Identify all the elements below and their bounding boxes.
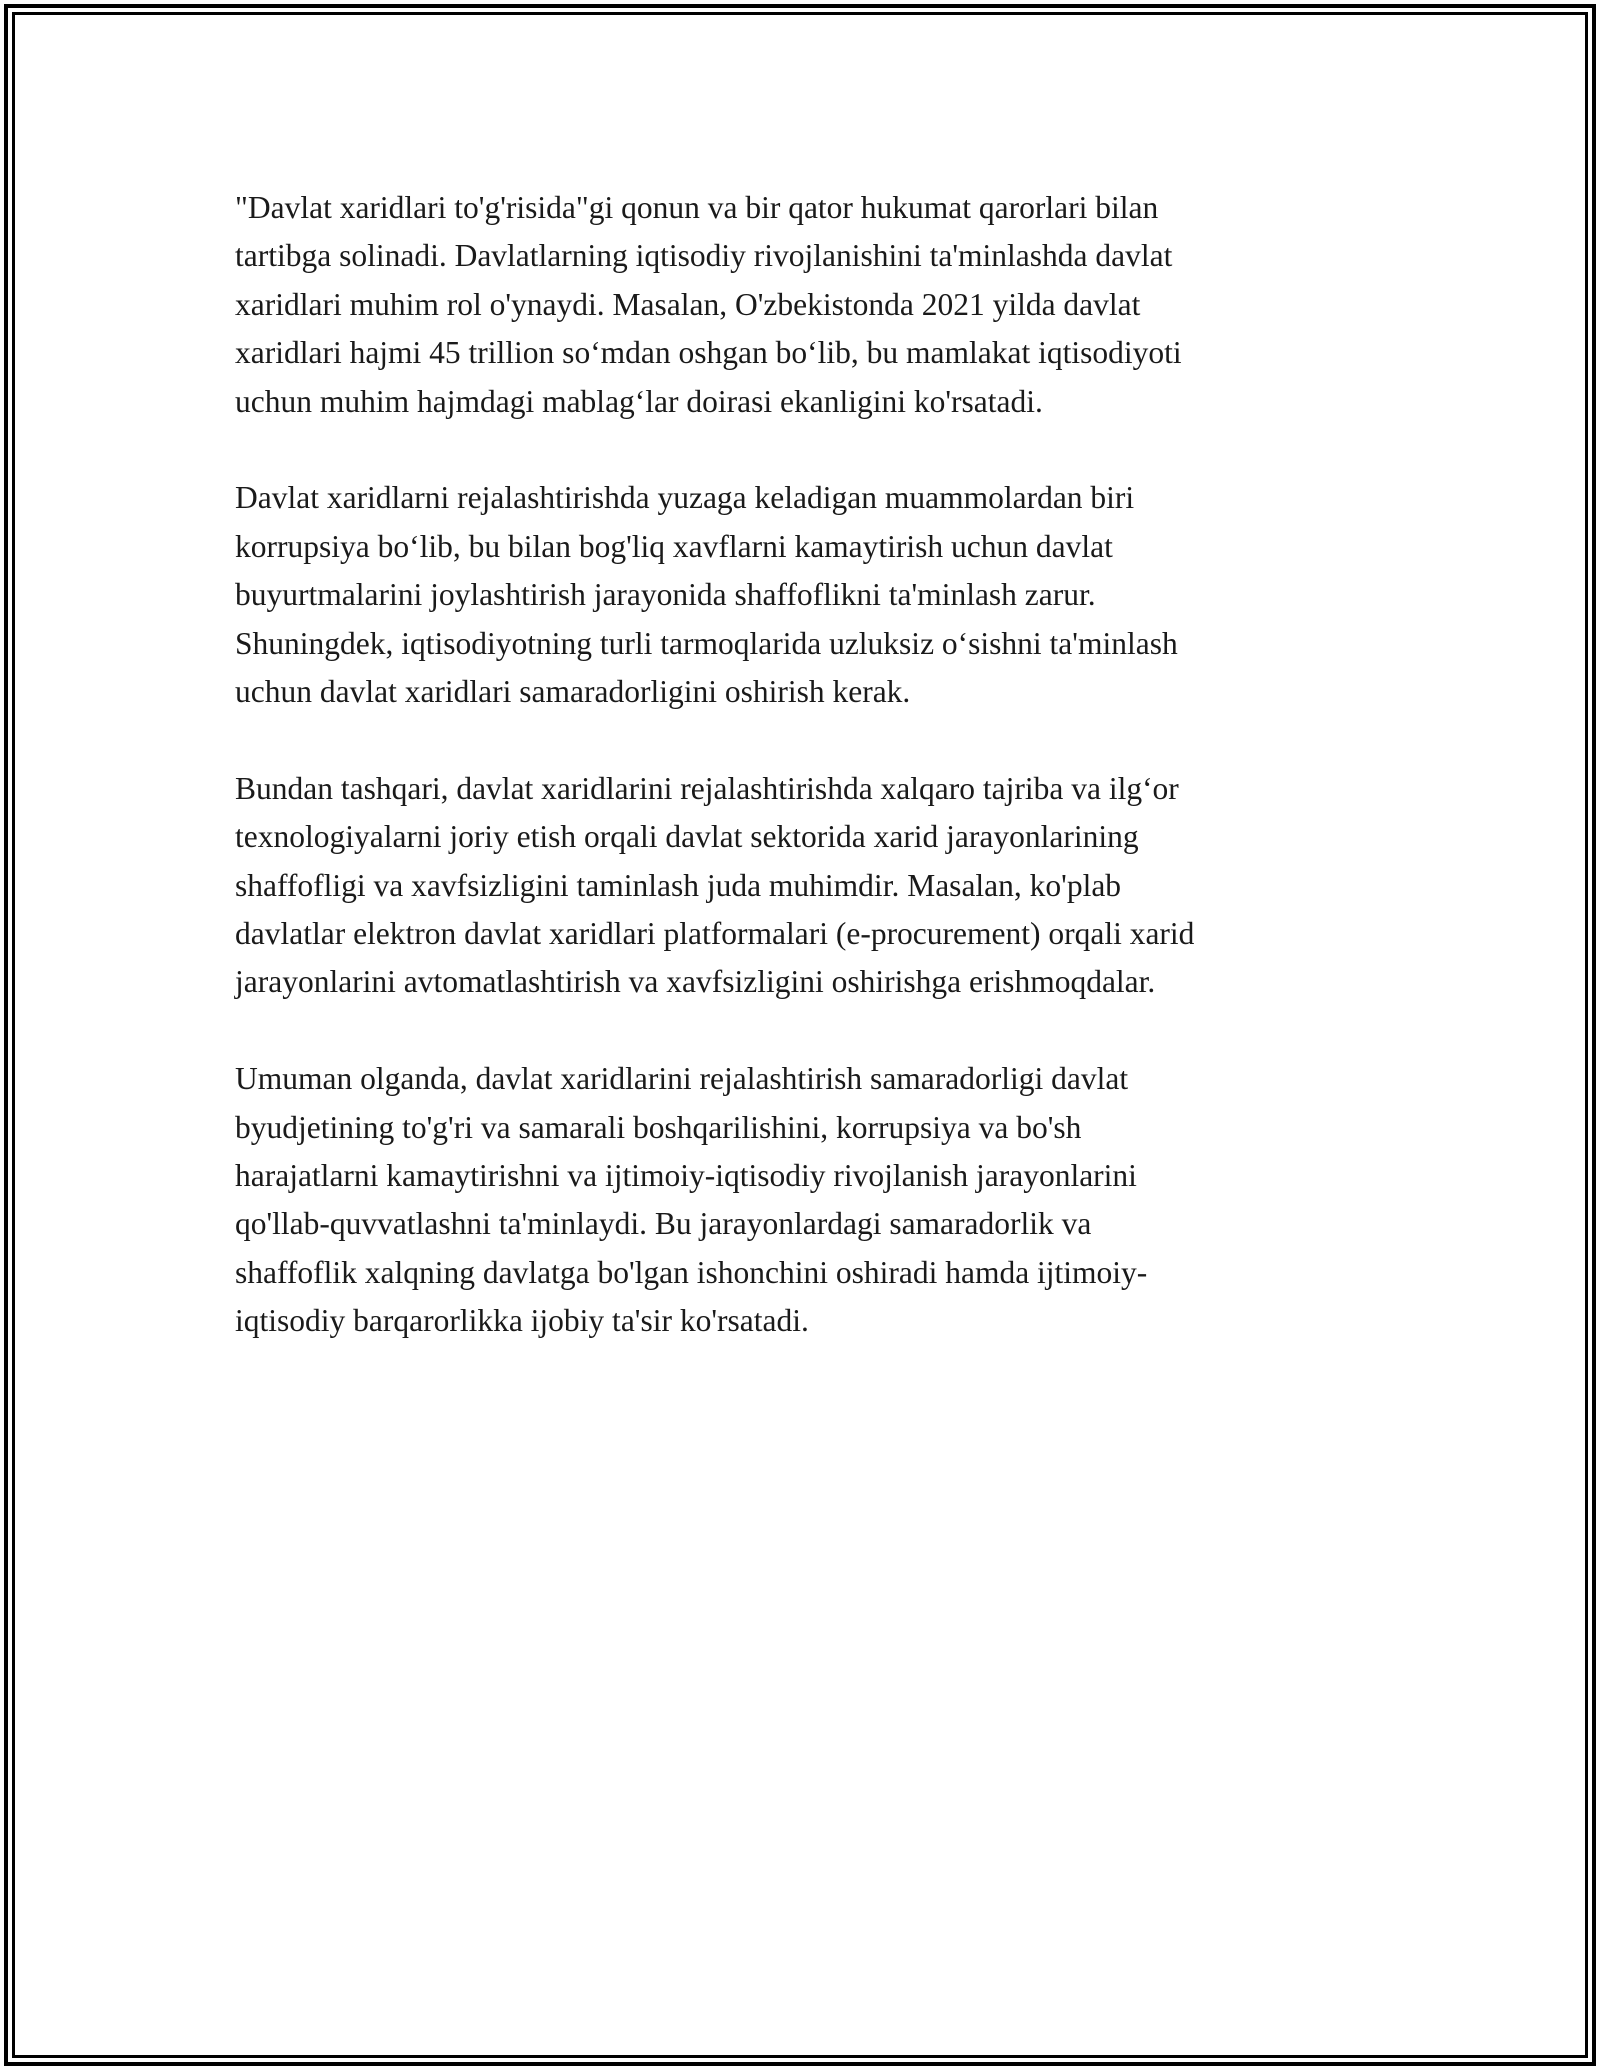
paragraph-1: "Davlat xaridlari to'g'risida"gi qonun va bir qator hukumat qarorlari bilan tartibga solinadi. Davlatlarning iqtisodiy rivojlanishini ta'minlashda davlat xaridlari muhim rol o'ynaydi. Masalan, O'zbekistonda 2021 yilda davlat xaridlari hajmi 45 trillion soʻmdan oshgan boʻlib, bu mamlakat iqtisodiyoti uchun muhim hajmdagi mablagʻlar doirasi ekanligini ko'rsatadi.	[235, 190, 1182, 419]
document-body	[235, 184, 1365, 1394]
paragraph-3: Bundan tashqari, davlat xaridlarini rejalashtirishda xalqaro tajriba va ilgʻor texnologiyalarni joriy etish orqali davlat sektorida xarid jarayonlarining shaffofligi va xavfsizligini taminlash juda muhimdir. Masalan, ko'plab davlatlar elektron davlat xaridlari platformalari (e-procurement) orqali xarid jarayonlarini avtomatlashtirish va xavfsizligini oshirishga erishmoqdalar.	[235, 770, 1195, 1000]
paragraph-2: Davlat xaridlarni rejalashtirishda yuzaga keladigan muammolardan biri korrupsiya boʻlib, bu bilan bog'liq xavflarni kamaytirish uchun davlat buyurtmalarini joylashtirish jarayonida shaffoflikni ta'minlash zarur. Shuningdek, iqtisodiyotning turli tarmoqlarida uzluksiz oʻsishni ta'minlash uchun davlat xaridlari samaradorligini oshirish kerak.	[235, 480, 1178, 710]
paragraph-4: Umuman olganda, davlat xaridlarini rejalashtirish samaradorligi davlat byudjetining to'g'ri va samarali boshqarilishini, korrupsiya va bo'sh harajatlarni kamaytirishni va ijtimoiy-iqtisodiy rivojlanish jarayonlarini qo'llab-quvvatlashni ta'minlaydi. Bu jarayonlardagi samaradorlik va shaffoflik xalqning davlatga bo'lgan ishonchini oshiradi hamda ijtimoiy- iqtisodiy barqarorlikka ijobiy ta'sir ko'rsatadi.	[235, 1061, 1148, 1339]
